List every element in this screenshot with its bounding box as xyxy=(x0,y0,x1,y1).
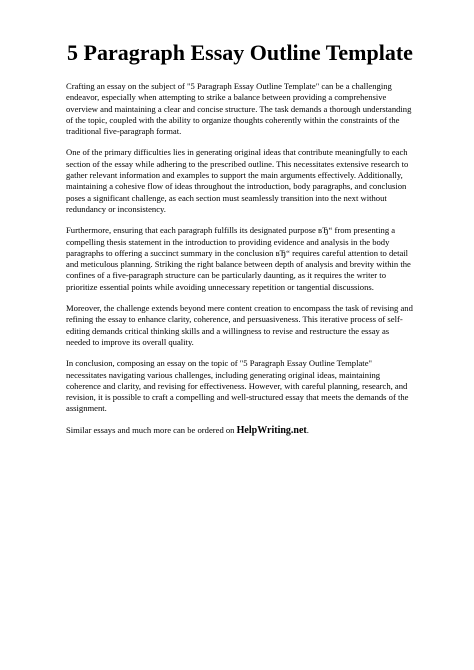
paragraph-intro: Crafting an essay on the subject of "5 Paragraph Essay Outline Template" can be a challenging endeavor, especially when attempting to strike a balance between providing a comprehensive overview and maintaining a clear and concise structure. The task demands a thorough understanding of the topic, coupled with the ability to organize thoughts coherently within the constraints of the traditional five-paragraph format. xyxy=(66,81,412,137)
document-body xyxy=(66,40,414,446)
paragraph-difficulties: One of the primary difficulties lies in generating original ideas that contribute meaningfully to each section of the essay while adhering to the prescribed outline. This necessitates extensive research to gather relevant information and examples to support the main arguments effectively. Additionally, maintaining a cohesive flow of ideas throughout the introduction, body paragraphs, and conclusion poses a significant challenge, as each section must seamlessly transition into the next without redundancy or inconsistency. xyxy=(66,147,409,214)
closing-end: . xyxy=(306,424,309,435)
paragraph-conclusion: In conclusion, composing an essay on the topic of "5 Paragraph Essay Outline Template" necessitates navigating various challenges, including generating original ideas, maintaining coherence and clarity, and revising for effectiveness. However, with careful planning, research, and revision, it is possible to craft a compelling and well-structured essay that meets the demands of the assignment. xyxy=(66,358,409,414)
closing-line xyxy=(66,425,414,436)
closing-text: Similar essays and much more can be ordered on xyxy=(66,424,237,435)
document-title: 5 Paragraph Essay Outline Template xyxy=(67,40,413,65)
helpwriting-link[interactable]: HelpWriting.net xyxy=(236,424,307,436)
paragraph-purpose: Furthermore, ensuring that each paragraph fulfills its designated purpose вЂ“ from presenting a compelling thesis statement in the introduction to providing evidence and analysis in the body paragraphs to offering a succinct summary in the conclusion вЂ“ requires careful attention to detail and meticulous planning. Striking the right balance between depth of analysis and brevity within the confines of a five-paragraph structure can be particularly daunting, as it requires the writer to prioritize essential points while avoiding unnecessary repetition or tangential discussions. xyxy=(66,225,411,292)
paragraph-revision: Moreover, the challenge extends beyond mere content creation to encompass the task of revising and refining the essay to enhance clarity, coherence, and persuasiveness. This iterative process of self-editing demands critical thinking skills and a willingness to revise and restructure the essay as needed to improve its overall quality. xyxy=(66,303,413,347)
